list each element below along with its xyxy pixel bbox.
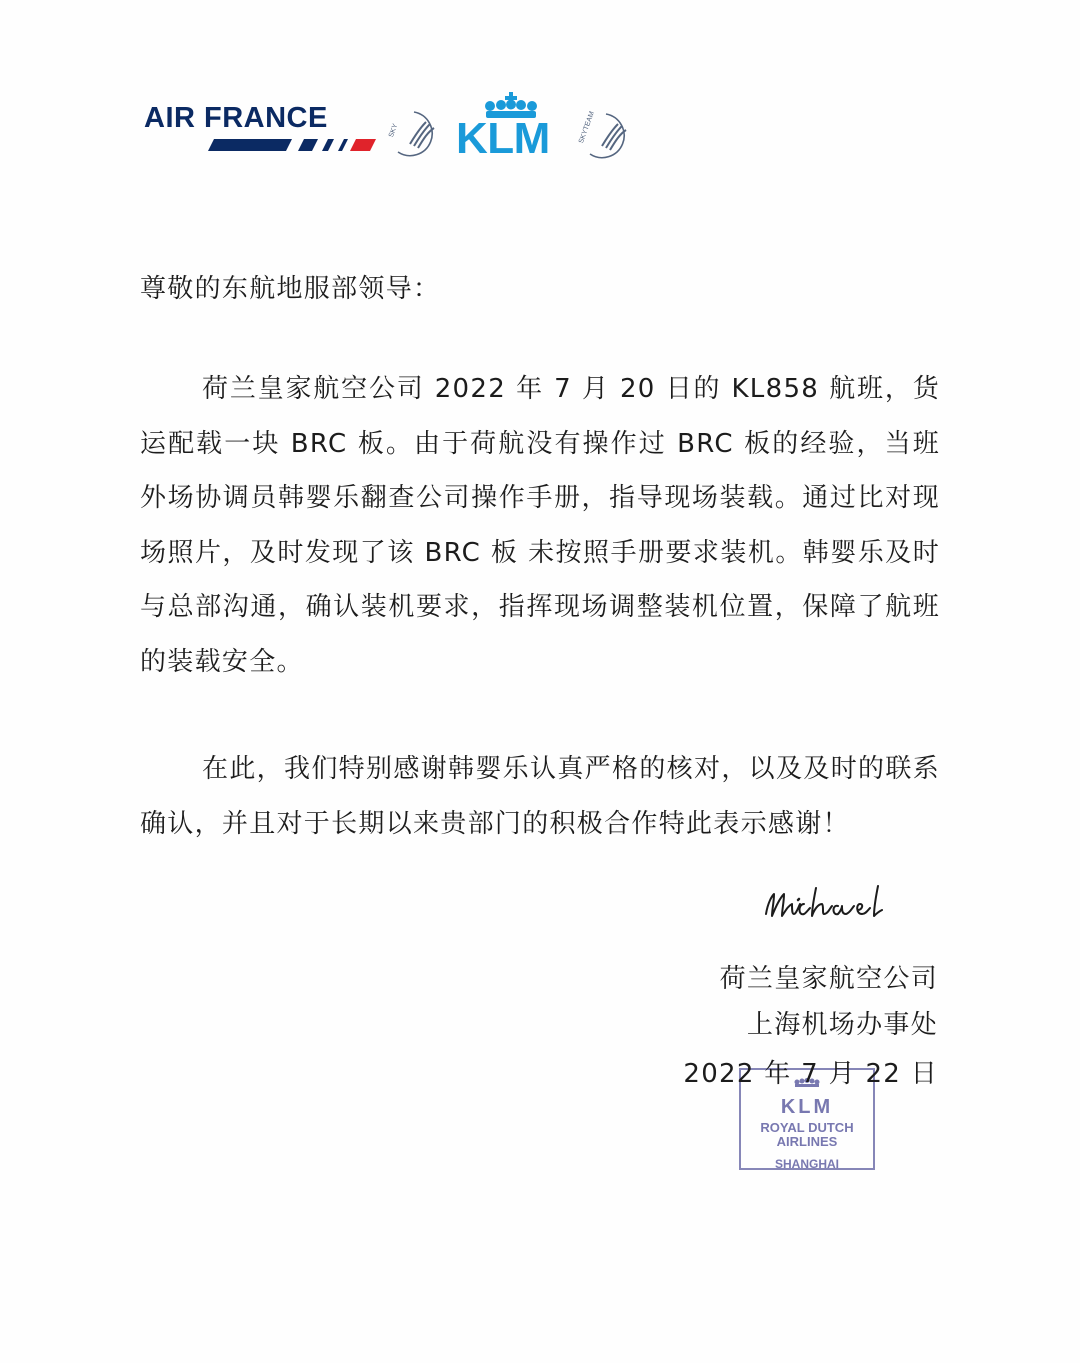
stamp-klm-text: KLM: [780, 1096, 834, 1118]
skyteam-icon: [384, 104, 444, 164]
handwritten-signature: [758, 880, 898, 930]
klm-logo: [452, 92, 577, 162]
stamp-line-1: ROYAL DUTCH: [760, 1120, 854, 1135]
svg-text:SKY: SKY: [387, 122, 400, 139]
air-france-stripes-icon: [200, 137, 380, 153]
body-paragraph-2: 在此，我们特别感谢韩婴乐认真严格的核对，以及及时的联系确认，并且对于长期以来贵部门的积极合作特此表示感谢！: [140, 754, 940, 839]
letter-date: 2022 年 7 月 22 日: [683, 1059, 938, 1089]
stamp-line-2: AIRLINES: [776, 1134, 838, 1149]
skyteam-icon: [572, 106, 638, 166]
air-france-wordmark: AIR FRANCE: [144, 102, 328, 134]
office-name: 上海机场办事处: [746, 1010, 938, 1040]
air-france-logo: [140, 100, 390, 160]
salutation: 尊敬的东航地服部领导：: [140, 274, 441, 304]
body-paragraph-1: 荷兰皇家航空公司 2022 年 7 月 20 日的 KL858 航班，货运配载一块 BRC 板。由于荷航没有操作过 BRC 板的经验，当班外场协调员韩婴乐翻查公司操作手册，指导现场装载。通过比对现场照片，及时发现了该 BRC 板 未按照手册要求装机。韩婴乐及时与总部沟通，确认装机要求，指挥现场调整装机位置，保障了航班的装载安全。: [140, 374, 940, 677]
company-name: 荷兰皇家航空公司: [719, 964, 938, 994]
klm-wordmark: KLM: [456, 114, 550, 163]
stamp-line-3: SHANGHAI: [774, 1157, 839, 1171]
svg-text:SKYTEAM: SKYTEAM: [577, 110, 596, 145]
